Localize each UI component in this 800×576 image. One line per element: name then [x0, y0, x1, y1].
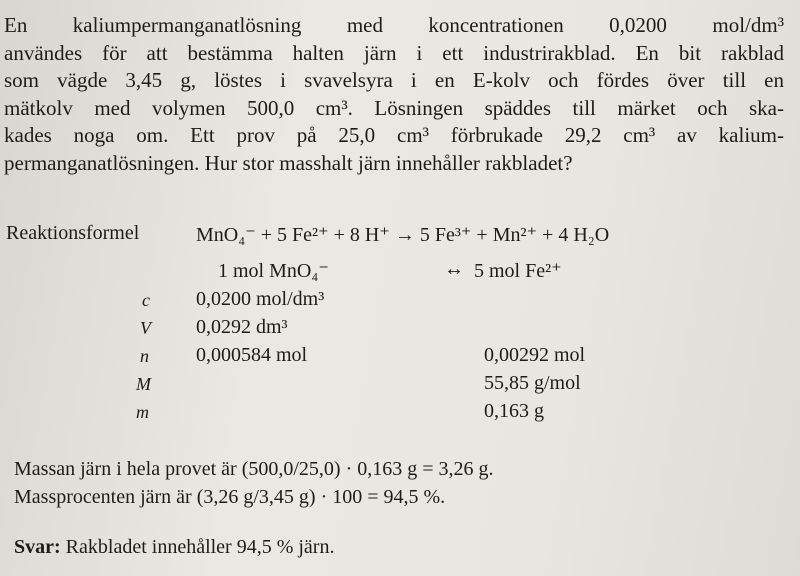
problem-line: användes för att bestämma halten järn i ett industrirakblad. En bit rakblad — [4, 40, 784, 65]
value-m-mass-right: 0,163 g — [484, 400, 544, 422]
answer-text: Rakbladet innehåller 94,5 % järn. — [60, 536, 335, 558]
symbol-v: V — [140, 318, 151, 338]
answer-line — [14, 536, 334, 559]
mass-line: Massan järn i hela provet är (500,0/25,0) · 0,163 g = 3,26 g. — [14, 458, 494, 480]
reaction-equation: MnO₄⁻ + 5 Fe²⁺ + 8 H⁺ → 5 Fe³⁺ + Mn²⁺ + 4 H₂O — [196, 224, 610, 246]
answer-label: Svar: — [14, 536, 61, 558]
ratio-arrow: ↔ — [444, 258, 464, 280]
problem-line: permanganatlösningen. Hur stor masshalt järn innehåller rakbladet? — [4, 150, 573, 175]
value-n-left: 0,000584 mol — [196, 344, 308, 366]
percent-line: Massprocenten järn är (3,26 g/3,45 g) · 100 = 94,5 %. — [14, 486, 446, 508]
problem-line: som vägde 3,45 g, löstes i svavelsyra i en E-kolv och fördes över till en — [4, 68, 784, 93]
symbol-m-molar: M — [136, 374, 151, 394]
value-m-molar-right: 55,85 g/mol — [484, 372, 581, 394]
value-v-left: 0,0292 dm³ — [196, 316, 288, 338]
ratio-left: 1 mol MnO₄⁻ — [218, 260, 329, 282]
symbol-c: c — [142, 290, 150, 310]
problem-line: kades noga om. Ett prov på 25,0 cm³ förbrukade 29,2 cm³ av kalium- — [4, 123, 784, 148]
problem-text — [4, 12, 784, 178]
reaction-label: Reaktionsformel — [6, 222, 140, 244]
problem-line: mätkolv med volymen 500,0 cm³. Lösningen späddes till märket och ska- — [4, 95, 784, 120]
value-n-right: 0,00292 mol — [484, 344, 586, 366]
problem-line: En kaliumpermanganatlösning med koncentrationen 0,0200 mol/dm³ — [4, 13, 784, 37]
value-c-left: 0,0200 mol/dm³ — [196, 288, 325, 310]
symbol-m-mass: m — [136, 402, 149, 422]
symbol-n: n — [140, 346, 149, 366]
ratio-right: 5 mol Fe²⁺ — [474, 260, 562, 282]
